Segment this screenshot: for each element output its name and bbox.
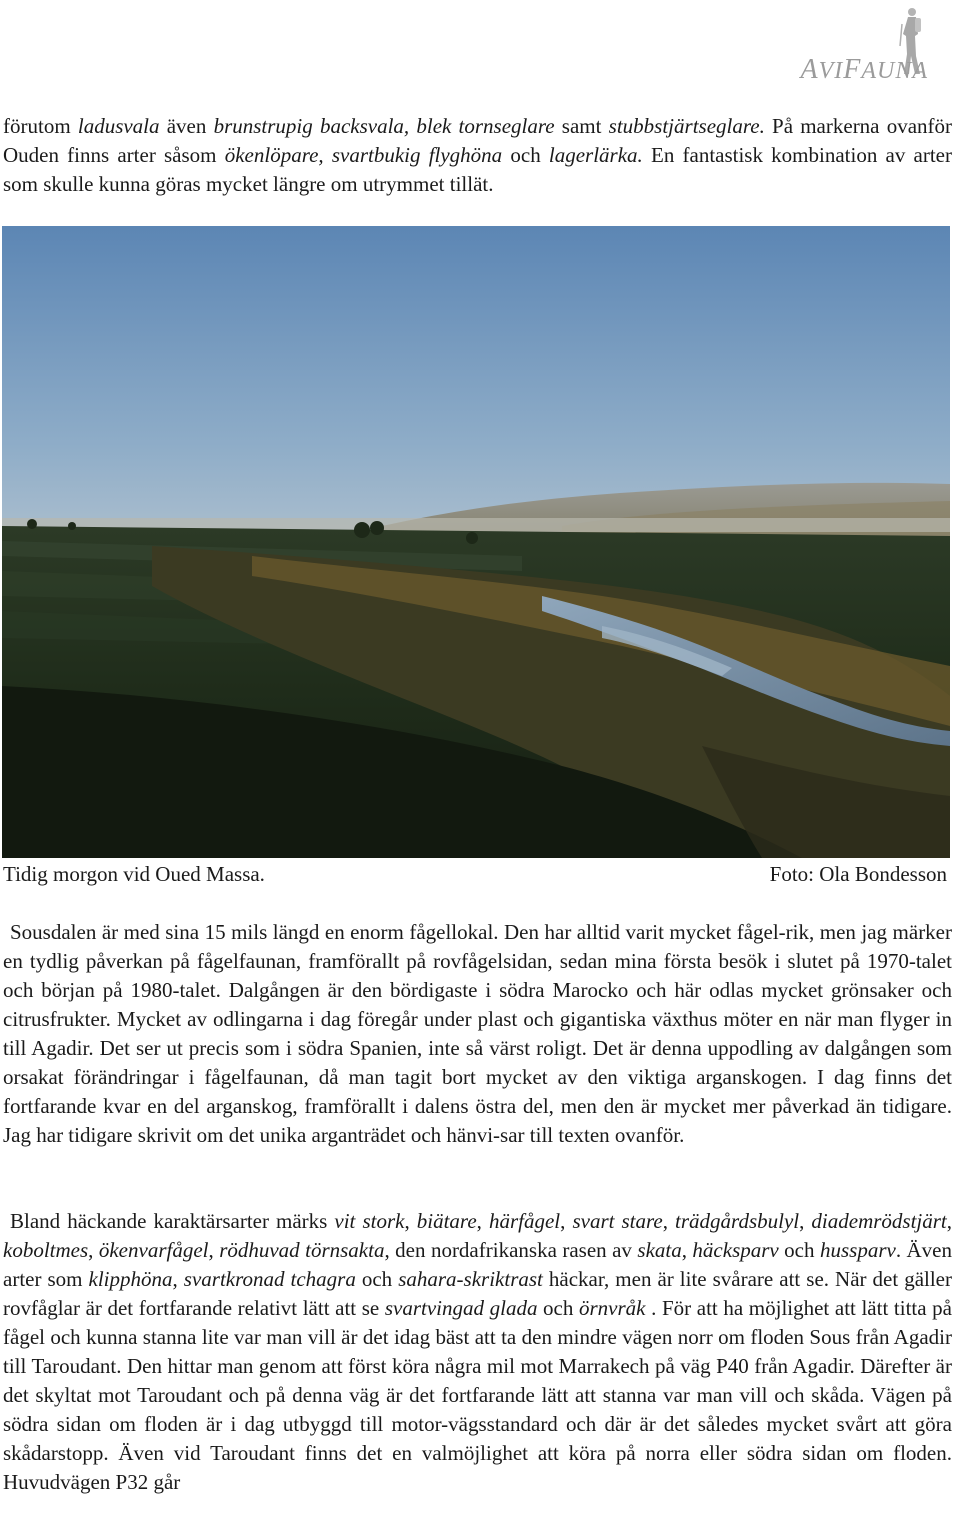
avifauna-logo [768, 6, 928, 85]
body-paragraph-1: Sousdalen är med sina 15 mils längd en enorm fågellokal. Den har alltid varit mycket fågel-rik, men jag märker en tydlig påverkan på fågelfaunan, framförallt på rovfågelsidan, sedan mina första besök i slutet på 1970-talet och början på 1980-talet. Dalgången är den bördigaste i södra Marocko och här odlas mycket grönsaker och citrusfrukter. Mycket av odlingarna i dag föregår under plast och gigantiska växthus möter en när man flyger in till Agadir. Det ser ut precis som i södra Spanien, inte så värst roligt. Det är denna uppodling av dalgången som orsakat förändringar i fågelfaunan, då man tagit bort mycket av den viktiga arganskogen. I dag finns det fortfarande kvar en del arganskog, framförallt i dalens östra del, men den är mycket mer påverkad än tidigare. Jag har tidigare skrivit om det unika arganträdet och hänvi-sar till texten ovanför. [3, 920, 952, 1147]
landscape-photo [2, 226, 950, 858]
brand-wordmark: AVIFAUNA [800, 54, 928, 85]
photo-caption [3, 860, 947, 889]
body-paragraph-2: Bland häckande karaktärsarter märks vit stork, biätare, härfågel, svart stare, trädgårdsbulyl, diademrödstjärt, koboltmes, ökenvarfågel, rödhuvad törnsakta, den nordafrikanska rasen av skata, häcksparv och hussparv. Även arter som klipphöna, svartkronad tchagra och sahara-skriktrast häckar, men är lite svårare att se. När det gäller rovfåglar är det fortfarande relativt lätt att se svartvingad glada och örnvråk . För att ha möjlighet att lätt titta på fågel och kunna stanna lite var man vill är det idag bäst att ta den mindre vägen norr om floden Sous från Agadir till Taroudant. Den hittar man genom att först köra några mil mot Marrakech på väg P40 från Agadir. Därefter är det skyltat mot Taroudant och på denna väg är det fortfarande lätt att stanna var man vill och skåda. Vägen på södra sidan om floden är i dag utbyggd till motor-vägsstandard och där är det således mycket svårt att göra skådarstopp. Även vid Taroudant finns det en valmöjlighet att köra på norra eller södra sidan om floden. Huvudvägen P32 går [3, 1209, 953, 1494]
caption-text: Tidig morgon vid Oued Massa. [3, 862, 265, 886]
photo-credit: Foto: Ola Bondesson [769, 862, 947, 886]
intro-paragraph: förutom ladusvala även brunstrupig backsvala, blek tornseglare samt stubbstjärtseglare. På markerna ovanför Ouden finns arter såsom ökenlöpare, svartbukig flyghöna och lagerlärka. En fantastisk kombination av arter som skulle kunna göras mycket längre om utrymmet tillät. [3, 114, 953, 196]
